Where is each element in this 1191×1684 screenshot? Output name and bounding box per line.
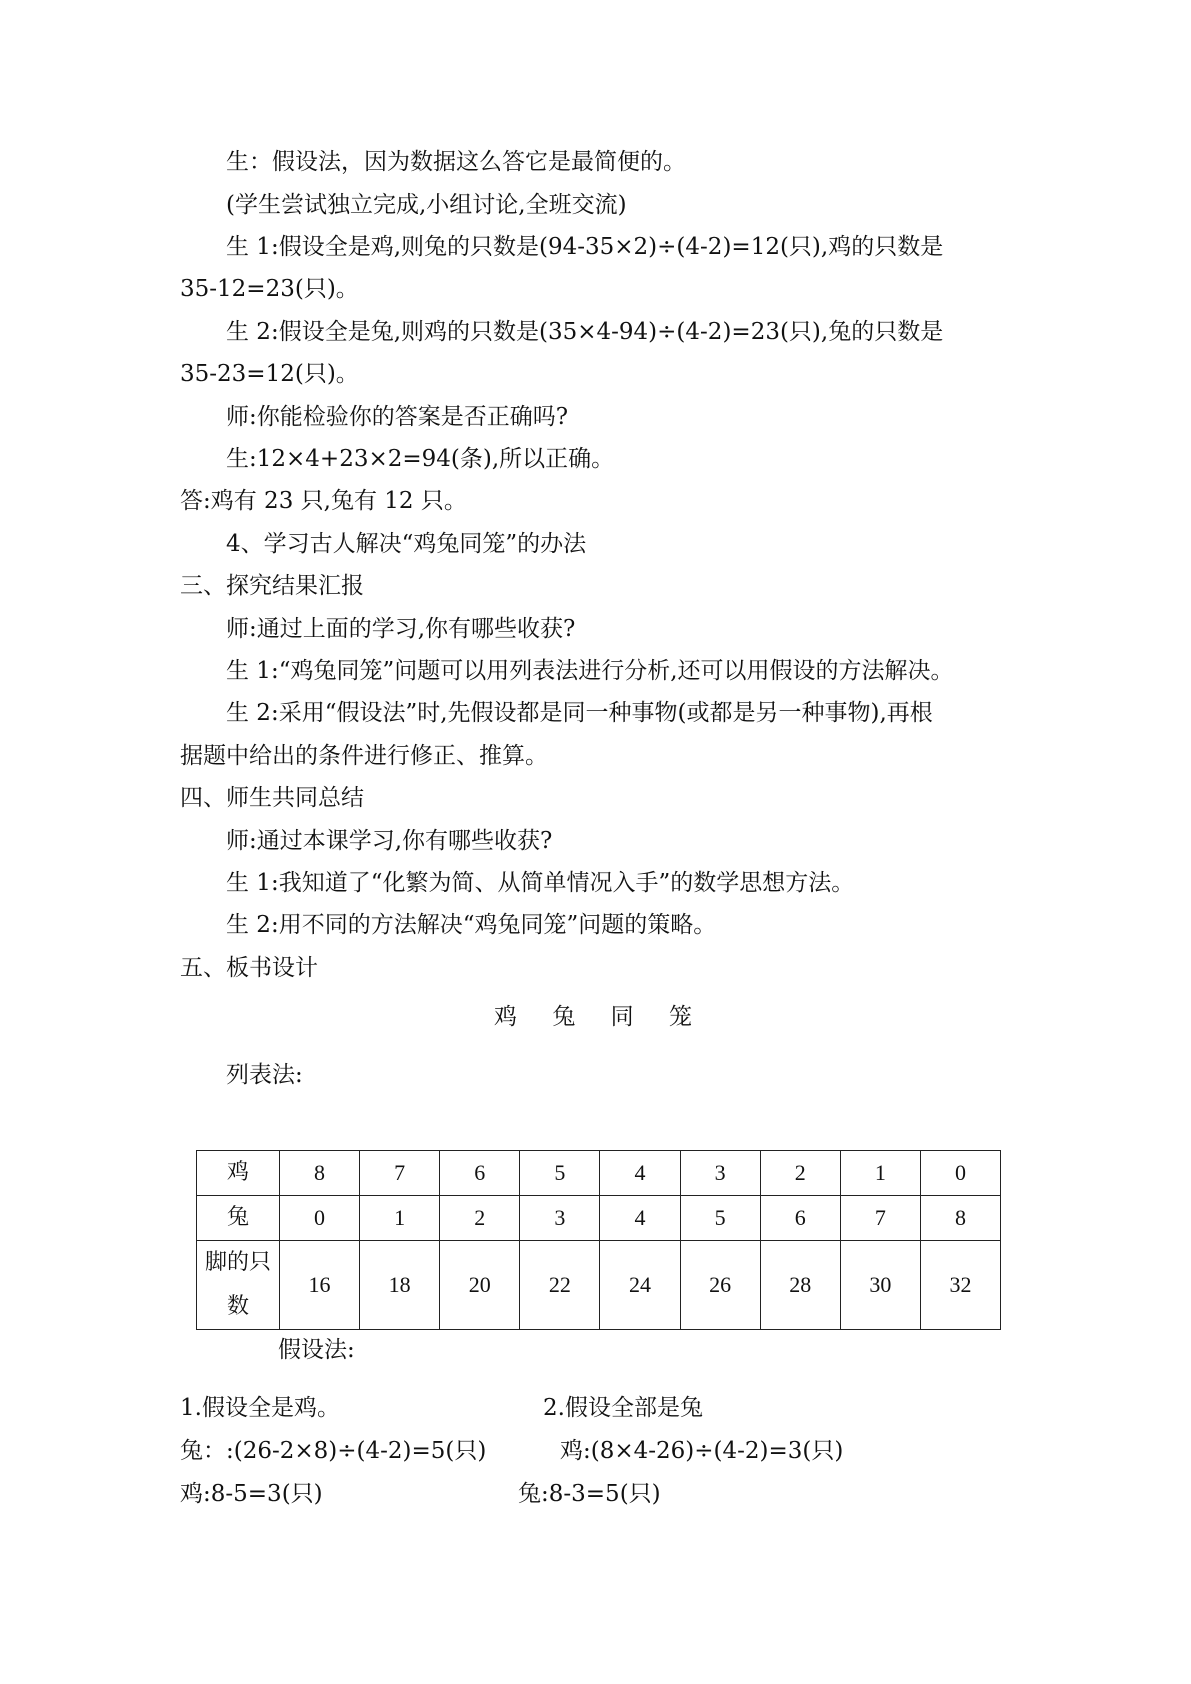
section-heading: 三、探究结果汇报 [180, 573, 364, 599]
row-header: 脚的只数 [197, 1241, 280, 1330]
assume-method-label: 假设法: [278, 1337, 355, 1363]
table-cell: 20 [440, 1241, 520, 1330]
chicken-rabbit-table [196, 1150, 1001, 1330]
list-method-label: 列表法: [226, 1062, 303, 1088]
table-row [197, 1151, 1001, 1196]
table-cell: 7 [360, 1151, 440, 1196]
paragraph: 据题中给出的条件进行修正、推算。 [180, 743, 548, 769]
paragraph: 生 2:采用“假设法”时,先假设都是同一种事物(或都是另一种事物),再根 [226, 700, 933, 726]
paragraph: 生:12×4+23×2=94(条),所以正确。 [226, 446, 615, 472]
table-cell: 32 [920, 1241, 1000, 1330]
table-cell: 3 [680, 1151, 760, 1196]
table-cell: 4 [600, 1151, 680, 1196]
paragraph: 生 2:假设全是兔,则鸡的只数是(35×4-94)÷(4-2)=23(只),兔的只数是 [226, 319, 944, 345]
table-cell: 22 [520, 1241, 600, 1330]
table-cell: 3 [520, 1196, 600, 1241]
table-cell: 7 [840, 1196, 920, 1241]
table-cell: 0 [280, 1196, 360, 1241]
table-cell: 1 [360, 1196, 440, 1241]
table-cell: 2 [760, 1151, 840, 1196]
assume-left-title: 1.假设全是鸡。 [180, 1395, 340, 1421]
assume-right-step: 鸡:(8×4-26)÷(4-2)=3(只) [560, 1438, 844, 1464]
assume-left-step: 鸡:8-5=3(只) [180, 1481, 323, 1507]
table-cell: 28 [760, 1241, 840, 1330]
table-cell: 8 [920, 1196, 1000, 1241]
paragraph: 生：假设法，因为数据这么答它是最简便的。 [226, 149, 686, 175]
paragraph: (学生尝试独立完成,小组讨论,全班交流) [226, 192, 627, 218]
table-cell: 6 [760, 1196, 840, 1241]
table-cell: 4 [600, 1196, 680, 1241]
paragraph: 生 1:“鸡兔同笼”问题可以用列表法进行分析,还可以用假设的方法解决。 [226, 658, 954, 684]
paragraph: 4、学习古人解决“鸡兔同笼”的办法 [226, 531, 587, 557]
table-cell: 5 [680, 1196, 760, 1241]
table-cell: 8 [280, 1151, 360, 1196]
row-header: 鸡 [197, 1151, 280, 1196]
table-row [197, 1241, 1001, 1330]
table-cell: 5 [520, 1151, 600, 1196]
answer-line: 答:鸡有 23 只,兔有 12 只。 [180, 488, 467, 514]
table-cell: 0 [920, 1151, 1000, 1196]
table-cell: 16 [280, 1241, 360, 1330]
assume-right-step: 兔:8-3=5(只) [518, 1481, 661, 1507]
paragraph: 生 1:假设全是鸡,则兔的只数是(94-35×2)÷(4-2)=12(只),鸡的只数是 [226, 234, 944, 260]
table-cell: 6 [440, 1151, 520, 1196]
board-title: 鸡 兔 同 笼 [494, 1004, 706, 1030]
table-cell: 24 [600, 1241, 680, 1330]
paragraph: 生 1:我知道了“化繁为简、从简单情况入手”的数学思想方法。 [226, 870, 855, 896]
assume-left-step: 兔：:(26-2×8)÷(4-2)=5(只) [180, 1438, 487, 1464]
table-cell: 2 [440, 1196, 520, 1241]
table-cell: 1 [840, 1151, 920, 1196]
paragraph: 35-12=23(只)。 [180, 276, 359, 302]
table-cell: 18 [360, 1241, 440, 1330]
paragraph: 师:通过上面的学习,你有哪些收获? [226, 616, 576, 642]
paragraph: 35-23=12(只)。 [180, 361, 359, 387]
section-heading: 四、师生共同总结 [180, 785, 364, 811]
paragraph: 生 2:用不同的方法解决“鸡兔同笼”问题的策略。 [226, 912, 717, 938]
section-heading: 五、板书设计 [180, 955, 318, 981]
assume-right-title: 2.假设全部是兔 [543, 1395, 703, 1421]
table-cell: 30 [840, 1241, 920, 1330]
paragraph: 师:你能检验你的答案是否正确吗? [226, 404, 569, 430]
table-cell: 26 [680, 1241, 760, 1330]
paragraph: 师:通过本课学习,你有哪些收获? [226, 828, 553, 854]
row-header: 兔 [197, 1196, 280, 1241]
table-row [197, 1196, 1001, 1241]
